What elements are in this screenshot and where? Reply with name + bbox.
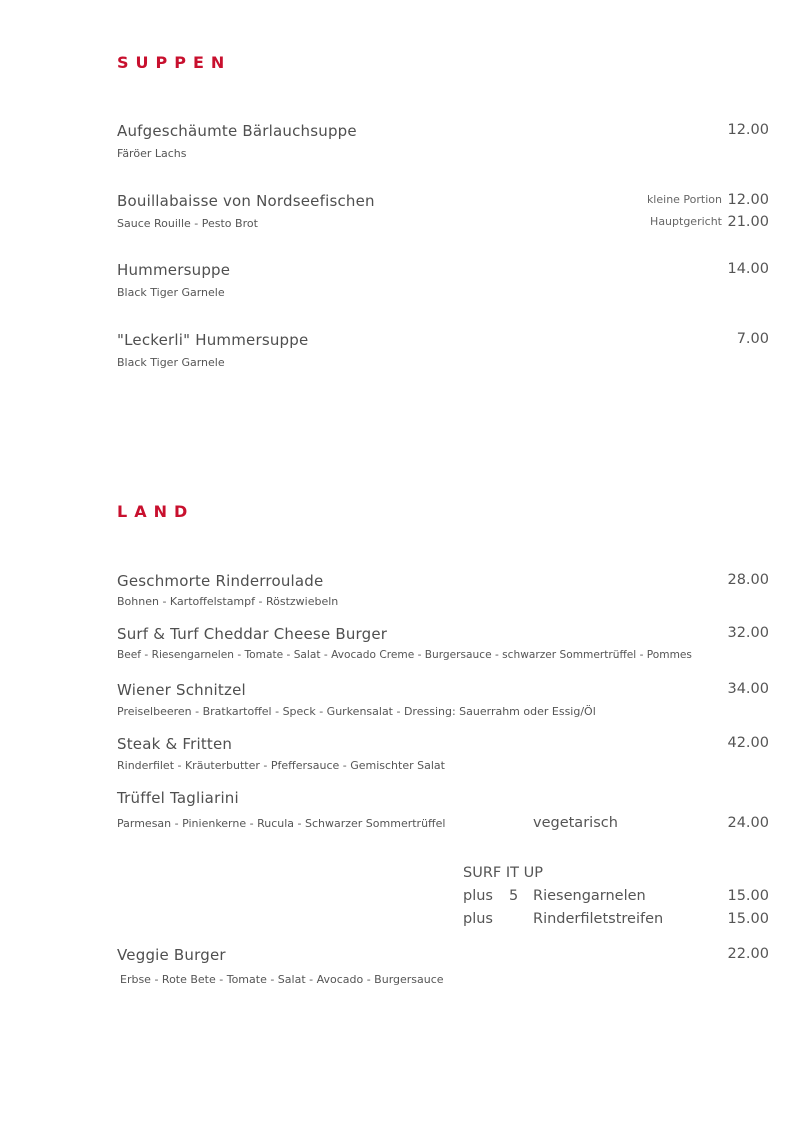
- dish-price: 14.00: [727, 261, 769, 277]
- dish-name: Surf & Turf Cheddar Cheese Burger: [117, 625, 388, 643]
- dish-description: Färöer Lachs: [117, 147, 187, 160]
- dish-price: 24.00: [727, 815, 769, 831]
- dish-description: Beef - Riesengarnelen - Tomate - Salat - Avocado Creme - Burgersauce - schwarzer Sommertrüffel - Pommes: [117, 649, 692, 661]
- dish-price: 28.00: [727, 572, 769, 588]
- dish-name: Geschmorte Rinderroulade: [117, 572, 324, 590]
- dish-description: Sauce Rouille - Pesto Brot: [117, 217, 258, 230]
- dish-name: Aufgeschäumte Bärlauchsuppe: [117, 122, 357, 140]
- add-on-price: 15.00: [727, 888, 769, 904]
- dish-name: Wiener Schnitzel: [117, 681, 246, 699]
- dish-name: Bouillabaisse von Nordseefischen: [117, 192, 375, 210]
- portion-price: 21.00: [727, 214, 769, 230]
- dish-description: Erbse - Rote Bete - Tomate - Salat - Avocado - Burgersauce: [120, 973, 444, 986]
- add-on-price: 15.00: [727, 911, 769, 927]
- dish-description: Preiselbeeren - Bratkartoffel - Speck - Gurkensalat - Dressing: Sauerrahm oder Essig/Öl: [117, 705, 596, 718]
- add-on-title: SURF IT UP: [463, 865, 543, 881]
- dish-description: Rinderfilet - Kräuterbutter - Pfeffersauce - Gemischter Salat: [117, 759, 445, 772]
- dish-name: Trüffel Tagliarini: [117, 789, 239, 807]
- dish-name: Veggie Burger: [117, 946, 226, 964]
- dish-name: Hummersuppe: [117, 261, 231, 279]
- dish-price: 12.00: [727, 122, 769, 138]
- add-on-item: Rinderfiletstreifen: [533, 911, 664, 927]
- portion-label: Hauptgericht: [650, 215, 722, 228]
- dish-price: 7.00: [736, 331, 769, 347]
- add-on-quantity: 5: [509, 888, 519, 904]
- dish-description: Black Tiger Garnele: [117, 356, 225, 369]
- dish-name: Steak & Fritten: [117, 735, 233, 753]
- dish-description: Bohnen - Kartoffelstampf - Röstzwiebeln: [117, 595, 339, 608]
- dish-price: 22.00: [727, 946, 769, 962]
- add-on-item: Riesengarnelen: [533, 888, 646, 904]
- dish-description: Black Tiger Garnele: [117, 286, 225, 299]
- portion-price: 12.00: [727, 192, 769, 208]
- dietary-tag: vegetarisch: [533, 815, 618, 831]
- portion-label: kleine Portion: [646, 193, 722, 206]
- section-heading-land: LAND: [117, 502, 195, 521]
- add-on-prefix: plus: [463, 888, 493, 904]
- dish-price: 42.00: [727, 735, 769, 751]
- dish-name: "Leckerli" Hummersuppe: [117, 331, 309, 349]
- dish-price: 34.00: [727, 681, 769, 697]
- dish-price: 32.00: [727, 625, 769, 641]
- add-on-prefix: plus: [463, 911, 493, 927]
- dish-description: Parmesan - Pinienkerne - Rucula - Schwarzer Sommertrüffel: [117, 817, 446, 830]
- section-heading-soups: SUPPEN: [117, 53, 232, 72]
